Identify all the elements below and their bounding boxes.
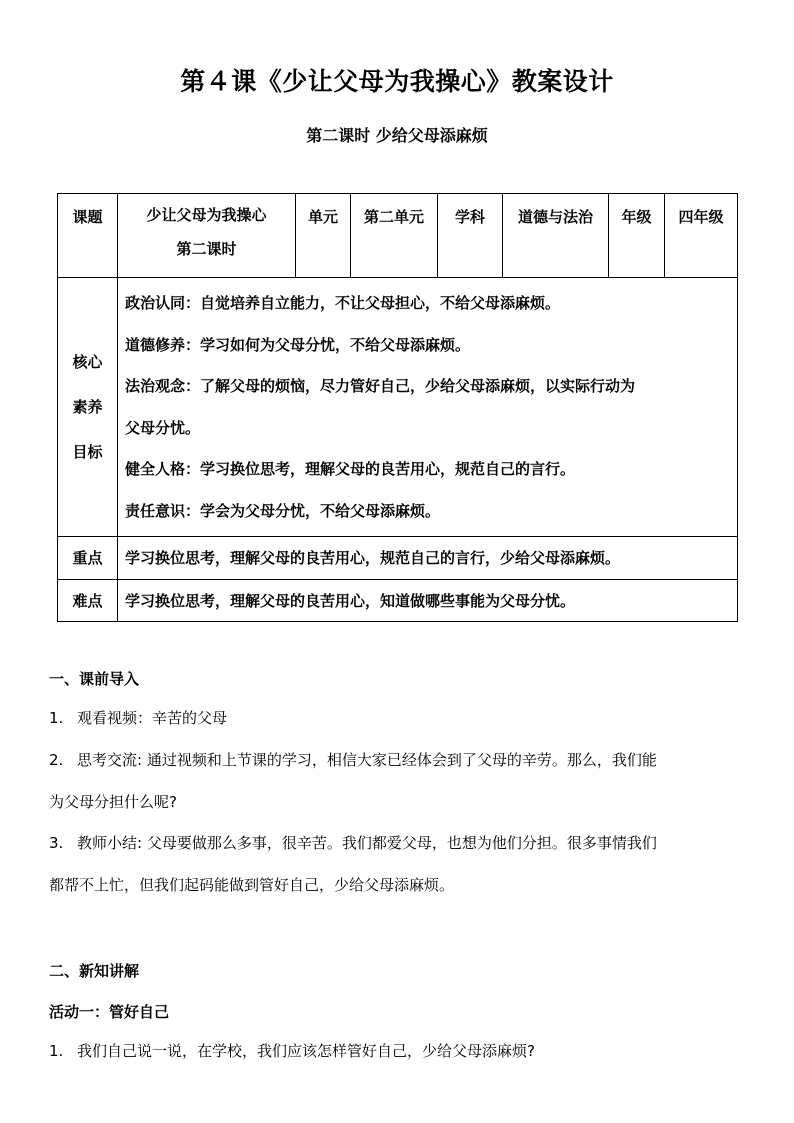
core-goal-line: 父母分忧。: [125, 418, 201, 437]
grade-value: 四年级: [665, 194, 738, 278]
core-label-line-1: 核心: [72, 352, 103, 371]
list-text-continued: 为父母分担什么呢?: [49, 793, 177, 811]
key-point-value: 学习换位思考，理解父母的良苦用心，规范自己的言行，少给父母添麻烦。: [118, 537, 738, 580]
lesson-plan-table: [57, 193, 738, 622]
activity-heading: 活动一：管好自己: [49, 1003, 170, 1021]
subject-value: 道德与法治: [503, 194, 609, 278]
unit-value: 第二单元: [351, 194, 438, 278]
list-text: 教师小结: 父母要做那么多事，很辛苦。我们都爱父母，也想为他们分担。很多事情我们: [77, 834, 657, 852]
list-item: [49, 697, 739, 739]
topic-label: 课题: [58, 194, 118, 278]
list-item: [49, 1030, 739, 1072]
list-item: [49, 822, 739, 906]
list-number: 3.: [49, 834, 64, 852]
topic-value: [118, 194, 296, 278]
core-label-line-2: 素养: [72, 397, 103, 416]
table-row-core-goals: [58, 278, 738, 537]
grade-label: 年级: [609, 194, 665, 278]
list-item: [49, 739, 739, 823]
list-text: 我们自己说一说，在学校，我们应该怎样管好自己，少给父母添麻烦?: [77, 1042, 535, 1060]
core-goal-line: 法治观念：了解父母的烦恼，尽力管好自己，少给父母添麻烦，以实际行动为: [125, 377, 636, 395]
core-goals-label: [58, 278, 118, 537]
table-row-key-point: [58, 537, 738, 580]
core-goals-content: [118, 278, 738, 537]
section-heading-new-knowledge: 二、新知讲解: [49, 962, 140, 980]
list-text: 观看视频：辛苦的父母: [77, 709, 228, 727]
core-goal-line: 道德修养：学习如何为父母分忧，不给父母添麻烦。: [125, 335, 471, 354]
difficulty-label: 难点: [58, 580, 118, 622]
subject-label: 学科: [438, 194, 503, 278]
page-subtitle: 第二课时 少给父母添麻烦: [306, 126, 488, 145]
core-goal-line: 健全人格：学习换位思考，理解父母的良苦用心，规范自己的言行。: [125, 460, 576, 478]
list-number: 1.: [49, 709, 64, 727]
list-number: 2.: [49, 751, 64, 769]
topic-line-1: 少让父母为我操心: [146, 206, 267, 224]
list-text: 思考交流: 通过视频和上节课的学习，相信大家已经体会到了父母的辛劳。那么，我们能: [77, 751, 657, 769]
core-label-line-3: 目标: [72, 442, 103, 461]
difficulty-value: 学习换位思考，理解父母的良苦用心，知道做哪些事能为父母分忧。: [118, 580, 738, 622]
list-number: 1.: [49, 1042, 64, 1060]
topic-line-2: 第二课时: [176, 240, 237, 258]
table-row-header: [58, 194, 738, 278]
core-goal-line: 政治认同：自觉培养自立能力，不让父母担心，不给父母添麻烦。: [125, 294, 561, 312]
table-row-difficulty: [58, 580, 738, 622]
unit-label: 单元: [296, 194, 351, 278]
list-text-continued: 都帮不上忙，但我们起码能做到管好自己，少给父母添麻烦。: [49, 876, 455, 894]
page-title: 第４课《少让父母为我操心》教案设计: [180, 67, 614, 96]
core-goal-line: 责任意识：学会为父母分忧，不给父母添麻烦。: [125, 501, 441, 520]
key-point-label: 重点: [58, 537, 118, 580]
section-heading-intro: 一、课前导入: [49, 670, 140, 688]
